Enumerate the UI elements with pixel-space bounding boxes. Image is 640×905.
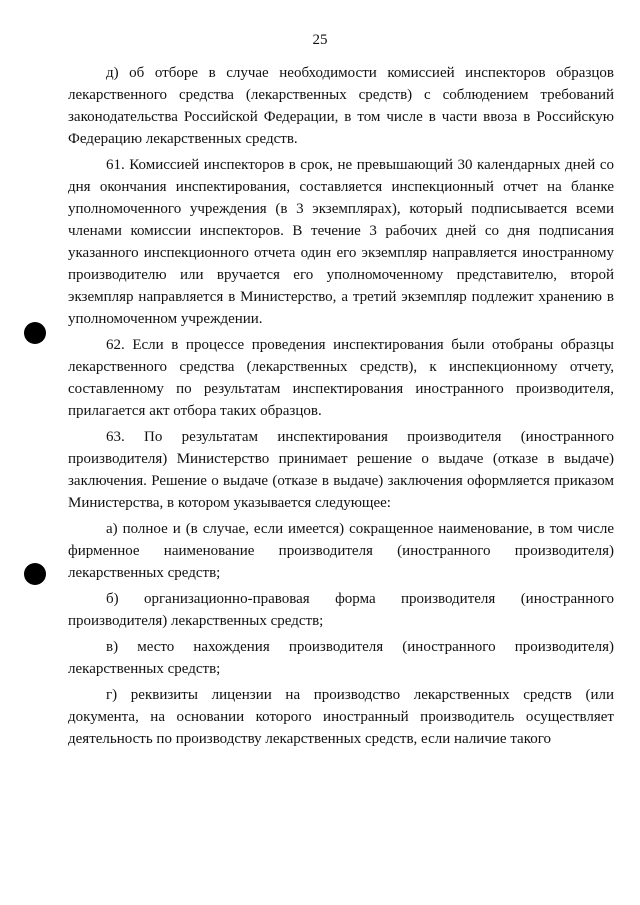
punch-hole-mark xyxy=(24,563,46,585)
paragraph-63: 63. По результатам инспектирования производителя (иностранного производителя) Министерство принимает решение о выдаче (отказе в выдаче) заключения. Решение о выдаче (отказе в выдаче) заключения оформляется приказом Министерства, в котором указывается следующее: xyxy=(68,429,614,511)
paragraph-d: д) об отборе в случае необходимости комиссией инспекторов образцов лекарственного средства (лекарственных средств) с соблюдением требований законодательства Российской Федерации, в том числе в части ввоза в Российскую Федерацию лекарственных средств. xyxy=(68,65,614,147)
list-item-b: б) организационно-правовая форма производителя (иностранного производителя) лекарственных средств; xyxy=(68,591,614,629)
paragraph-62: 62. Если в процессе проведения инспектирования были отобраны образцы лекарственного средства (лекарственных средств), к инспекционному отчету, составленному по результатам инспектирования иностранного производителя, прилагается акт отбора таких образцов. xyxy=(68,337,614,419)
paragraph-61: 61. Комиссией инспекторов в срок, не превышающий 30 календарных дней со дня окончания инспектирования, составляется инспекционный отчет на бланке уполномоченного учреждения (в 3 экземплярах), который подписывается всеми членами комиссии инспекторов. В течение 3 рабочих дней со дня подписания указанного инспекционного отчета один его экземпляр направляется иностранному производителю или вручается его уполномоченному представителю, второй экземпляр направляется в Министерство, а третий экземпляр подлежит хранению в уполномоченном учреждении. xyxy=(68,157,614,327)
list-item-g: г) реквизиты лицензии на производство лекарственных средств (или документа, на основании которого иностранный производитель осуществляет деятельность по производству лекарственных средств, если наличие такого xyxy=(68,687,614,747)
page-number: 25 xyxy=(312,32,328,48)
list-item-a: а) полное и (в случае, если имеется) сокращенное наименование, в том числе фирменное наименование производителя (иностранного производителя) лекарственных средств; xyxy=(68,521,614,581)
document-body xyxy=(68,62,614,754)
list-item-v: в) место нахождения производителя (иностранного производителя) лекарственных средств; xyxy=(68,639,614,677)
punch-hole-mark xyxy=(24,322,46,344)
